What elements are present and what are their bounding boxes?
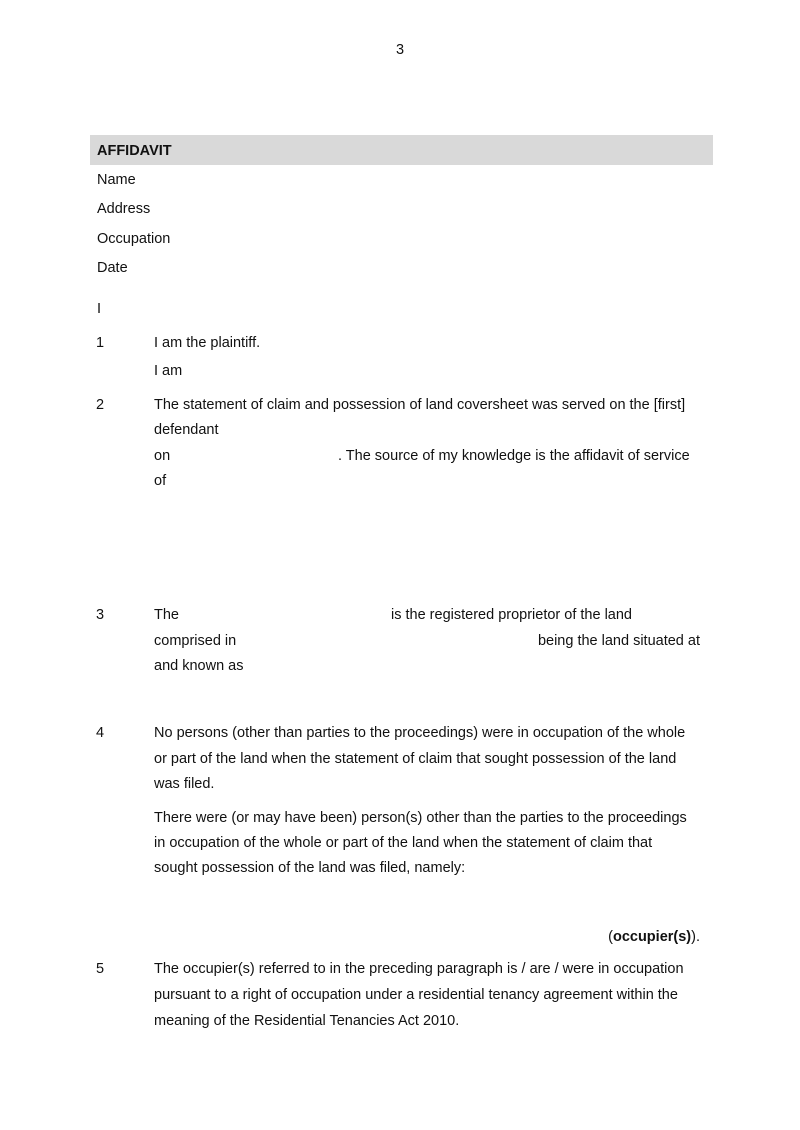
para3-line1-start: The [154, 607, 179, 623]
para5-line1: The occupier(s) referred to in the preceding paragraph is / are / were in occupation [154, 961, 684, 977]
field-occupation-label: Occupation [97, 231, 171, 247]
occupiers-open: ( [608, 929, 613, 945]
field-name-label: Name [97, 172, 136, 188]
para1-line2: I am [154, 363, 183, 379]
para4-b-line2: in occupation of the whole or part of the land when the statement of claim that [154, 835, 653, 851]
para4-a-line3: was filed. [154, 776, 215, 792]
occupiers-label [608, 928, 700, 946]
para4-b-line3: sought possession of the land was filed, namely: [154, 860, 466, 876]
para5-line2: pursuant to a right of occupation under a residential tenancy agreement within the [154, 987, 678, 1003]
occupiers-close: ). [691, 929, 700, 945]
para2-line3-end: . The source of my knowledge is the affidavit of service [338, 448, 690, 464]
deponent-label: I [97, 301, 102, 317]
para1-line1: I am the plaintiff. [154, 335, 261, 351]
para4-b-line1: There were (or may have been) person(s) other than the parties to the proceedings [154, 810, 687, 826]
para3-number: 3 [96, 607, 105, 623]
para2-line3-start: on [154, 448, 171, 464]
para5-line3: meaning of the Residential Tenancies Act 2010. [154, 1013, 460, 1029]
para4-number: 4 [96, 725, 105, 741]
field-date-label: Date [97, 260, 128, 276]
para3-line2-start: comprised in [154, 633, 237, 649]
affidavit-header-bar [90, 135, 713, 165]
page-number: 3 [395, 42, 405, 58]
para3-line3: and known as [154, 658, 244, 674]
para5-number: 5 [96, 961, 105, 977]
para2-line2: defendant [154, 422, 219, 438]
para1-number: 1 [96, 335, 105, 351]
para4-a-line2: or part of the land when the statement of claim that sought possession of the land [154, 751, 677, 767]
field-address-label: Address [97, 201, 151, 217]
affidavit-title: AFFIDAVIT [97, 143, 172, 159]
para3-line1-end: is the registered proprietor of the land [391, 607, 632, 623]
para4-a-line1: No persons (other than parties to the proceedings) were in occupation of the whole [154, 725, 686, 741]
para3-line2-end: being the land situated at [537, 633, 700, 649]
para2-number: 2 [96, 397, 105, 413]
para2-line4: of [154, 473, 167, 489]
para2-line1: The statement of claim and possession of land coversheet was served on the [first] [154, 397, 686, 413]
occupiers-term: occupier(s) [612, 929, 692, 945]
